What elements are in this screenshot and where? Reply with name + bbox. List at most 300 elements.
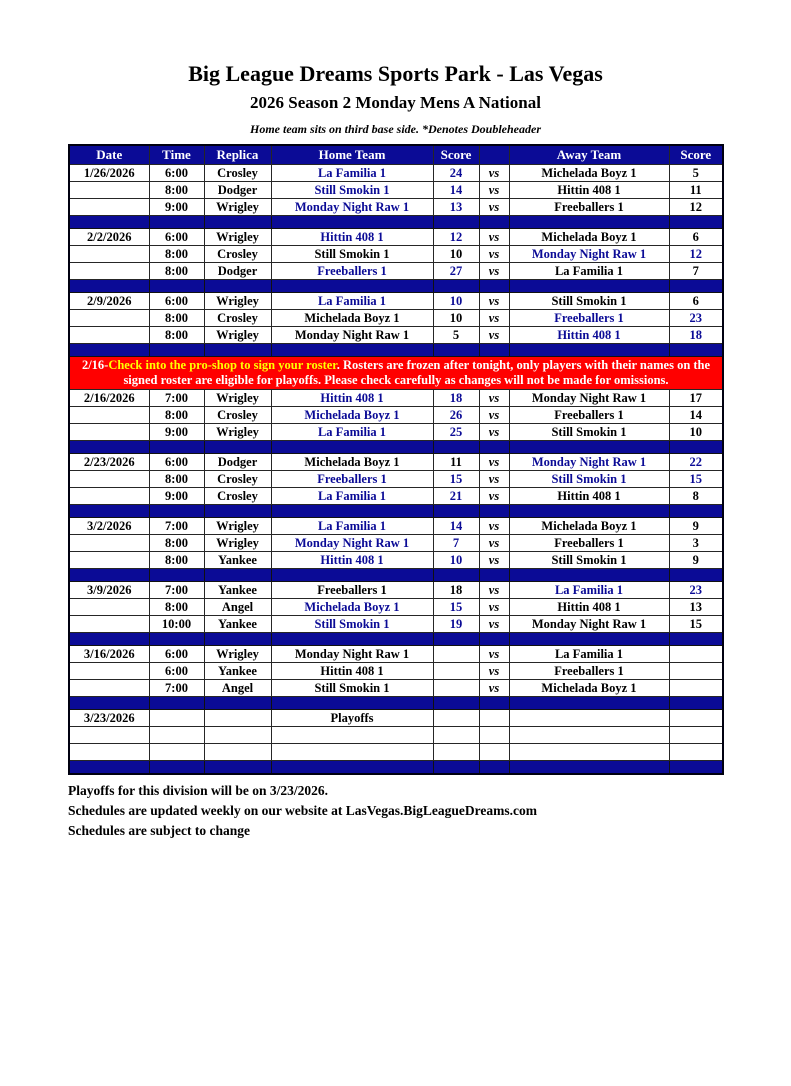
date-cell [69, 616, 149, 633]
table-row [69, 327, 723, 344]
separator-cell [433, 505, 479, 518]
separator-cell [69, 280, 149, 293]
time-cell: 6:00 [149, 646, 204, 663]
away-team-cell: Michelada Boyz 1 [509, 518, 669, 535]
date-cell [69, 680, 149, 697]
time-cell: 7:00 [149, 518, 204, 535]
separator-cell [271, 761, 433, 775]
separator-cell [69, 569, 149, 582]
vs-cell: vs [479, 599, 509, 616]
date-cell [69, 424, 149, 441]
separator-cell [69, 441, 149, 454]
table-row [69, 488, 723, 505]
replica-cell: Yankee [204, 582, 271, 599]
separator-cell [669, 505, 723, 518]
time-cell: 6:00 [149, 165, 204, 182]
separator-cell [271, 344, 433, 357]
separator-cell [509, 569, 669, 582]
schedule-table-body [69, 145, 723, 774]
separator-cell [149, 344, 204, 357]
table-row [69, 182, 723, 199]
away-team-cell: Hittin 408 1 [509, 182, 669, 199]
separator-cell [509, 280, 669, 293]
home-score-cell: 13 [433, 199, 479, 216]
blank-cell [149, 744, 204, 761]
home-score-cell: 21 [433, 488, 479, 505]
separator-cell [271, 569, 433, 582]
away-team-cell: Michelada Boyz 1 [509, 229, 669, 246]
separator-cell [433, 216, 479, 229]
separator-cell [479, 697, 509, 710]
home-team-cell: Hittin 408 1 [271, 552, 433, 569]
separator-cell [433, 569, 479, 582]
table-row [69, 552, 723, 569]
away-score-cell: 8 [669, 488, 723, 505]
away-team-cell: Monday Night Raw 1 [509, 616, 669, 633]
away-team-cell: Michelada Boyz 1 [509, 165, 669, 182]
table-row [69, 165, 723, 182]
separator-cell [204, 633, 271, 646]
home-score-cell: 10 [433, 552, 479, 569]
home-team-cell: Michelada Boyz 1 [271, 599, 433, 616]
home-team-cell: Monday Night Raw 1 [271, 646, 433, 663]
banner-date-prefix: 2/16- [81, 358, 109, 373]
separator-cell [509, 344, 669, 357]
away-team-cell: Freeballers 1 [509, 407, 669, 424]
table-header-row [69, 145, 723, 165]
blank-cell [509, 727, 669, 744]
header-vs [479, 145, 509, 165]
separator-cell [149, 761, 204, 775]
away-score-cell: 22 [669, 454, 723, 471]
separator-cell [509, 633, 669, 646]
away-score-cell: 11 [669, 182, 723, 199]
time-cell: 9:00 [149, 424, 204, 441]
away-score-cell: 15 [669, 616, 723, 633]
separator-cell [204, 505, 271, 518]
away-score-cell: 15 [669, 471, 723, 488]
away-team-cell: Still Smokin 1 [509, 552, 669, 569]
date-cell [69, 263, 149, 280]
separator-row [69, 344, 723, 357]
vs-cell: vs [479, 182, 509, 199]
away-score-cell: 17 [669, 390, 723, 407]
replica-cell: Angel [204, 599, 271, 616]
home-score-cell: 26 [433, 407, 479, 424]
away-score-cell: 12 [669, 246, 723, 263]
blank-cell [479, 727, 509, 744]
replica-cell: Crosley [204, 165, 271, 182]
replica-cell: Wrigley [204, 535, 271, 552]
table-row [69, 646, 723, 663]
away-team-cell: Still Smokin 1 [509, 424, 669, 441]
away-team-cell: Freeballers 1 [509, 199, 669, 216]
replica-cell: Yankee [204, 616, 271, 633]
time-cell: 8:00 [149, 407, 204, 424]
away-score-cell: 9 [669, 518, 723, 535]
time-cell: 10:00 [149, 616, 204, 633]
separator-cell [479, 761, 509, 775]
away-score-cell [669, 710, 723, 727]
separator-cell [433, 280, 479, 293]
vs-cell: vs [479, 646, 509, 663]
date-cell: 1/26/2026 [69, 165, 149, 182]
date-cell: 2/9/2026 [69, 293, 149, 310]
separator-cell [669, 216, 723, 229]
schedule-table [68, 144, 724, 775]
table-row [69, 471, 723, 488]
away-team-cell: Hittin 408 1 [509, 599, 669, 616]
time-cell [149, 710, 204, 727]
header-home-team: Home Team [271, 145, 433, 165]
home-team-cell: La Familia 1 [271, 293, 433, 310]
playoffs-row [69, 710, 723, 727]
separator-cell [479, 280, 509, 293]
separator-cell [433, 697, 479, 710]
playoffs-label-cell: Playoffs [271, 710, 433, 727]
blank-cell [479, 744, 509, 761]
separator-row [69, 761, 723, 775]
away-team-cell: Monday Night Raw 1 [509, 246, 669, 263]
time-cell: 8:00 [149, 471, 204, 488]
away-score-cell: 6 [669, 229, 723, 246]
separator-cell [271, 216, 433, 229]
separator-cell [271, 505, 433, 518]
table-row [69, 454, 723, 471]
replica-cell: Yankee [204, 552, 271, 569]
home-score-cell: 27 [433, 263, 479, 280]
away-team-cell: Michelada Boyz 1 [509, 680, 669, 697]
home-team-cell: La Familia 1 [271, 424, 433, 441]
vs-cell: vs [479, 199, 509, 216]
header-replica: Replica [204, 145, 271, 165]
header-home-score: Score [433, 145, 479, 165]
vs-cell: vs [479, 616, 509, 633]
home-score-cell [433, 646, 479, 663]
separator-cell [271, 441, 433, 454]
separator-cell [433, 633, 479, 646]
time-cell: 8:00 [149, 552, 204, 569]
date-cell [69, 599, 149, 616]
vs-cell: vs [479, 229, 509, 246]
separator-cell [204, 761, 271, 775]
away-team-cell: La Familia 1 [509, 582, 669, 599]
separator-cell [204, 216, 271, 229]
date-cell [69, 182, 149, 199]
separator-cell [271, 633, 433, 646]
blank-row [69, 727, 723, 744]
date-cell [69, 246, 149, 263]
vs-cell: vs [479, 165, 509, 182]
away-score-cell: 13 [669, 599, 723, 616]
separator-cell [479, 633, 509, 646]
separator-cell [479, 216, 509, 229]
away-team-cell: Freeballers 1 [509, 310, 669, 327]
time-cell: 9:00 [149, 488, 204, 505]
date-cell [69, 407, 149, 424]
table-row [69, 293, 723, 310]
away-score-cell: 6 [669, 293, 723, 310]
vs-cell: vs [479, 518, 509, 535]
separator-cell [204, 441, 271, 454]
replica-cell: Dodger [204, 182, 271, 199]
separator-cell [669, 441, 723, 454]
away-score-cell: 23 [669, 582, 723, 599]
header-away-team: Away Team [509, 145, 669, 165]
vs-cell: vs [479, 552, 509, 569]
table-row [69, 663, 723, 680]
home-score-cell: 19 [433, 616, 479, 633]
home-team-cell: Still Smokin 1 [271, 680, 433, 697]
separator-cell [433, 344, 479, 357]
away-team-cell: Freeballers 1 [509, 663, 669, 680]
separator-cell [433, 761, 479, 775]
home-team-cell: La Familia 1 [271, 488, 433, 505]
home-score-cell [433, 680, 479, 697]
home-score-cell [433, 663, 479, 680]
table-row [69, 310, 723, 327]
date-cell: 3/9/2026 [69, 582, 149, 599]
replica-cell: Wrigley [204, 646, 271, 663]
home-score-cell: 15 [433, 471, 479, 488]
separator-cell [149, 633, 204, 646]
time-cell: 8:00 [149, 535, 204, 552]
home-team-cell: La Familia 1 [271, 518, 433, 535]
away-team-cell: Hittin 408 1 [509, 488, 669, 505]
away-team-cell [509, 710, 669, 727]
page-title: Big League Dreams Sports Park - Las Vegas [188, 61, 603, 86]
replica-cell: Crosley [204, 407, 271, 424]
league-title: 2026 Season 2 Monday Mens A National [250, 93, 541, 113]
vs-cell: vs [479, 582, 509, 599]
date-cell [69, 535, 149, 552]
home-team-cell: Hittin 408 1 [271, 390, 433, 407]
separator-cell [271, 280, 433, 293]
vs-cell: vs [479, 663, 509, 680]
home-score-cell: 15 [433, 599, 479, 616]
replica-cell: Wrigley [204, 518, 271, 535]
replica-cell: Crosley [204, 310, 271, 327]
header-time: Time [149, 145, 204, 165]
away-score-cell [669, 680, 723, 697]
separator-row [69, 505, 723, 518]
separator-cell [669, 761, 723, 775]
vs-cell: vs [479, 424, 509, 441]
replica-cell: Angel [204, 680, 271, 697]
away-team-cell: La Familia 1 [509, 646, 669, 663]
separator-cell [669, 697, 723, 710]
table-row [69, 390, 723, 407]
separator-cell [479, 344, 509, 357]
table-row [69, 599, 723, 616]
away-score-cell: 12 [669, 199, 723, 216]
replica-cell: Dodger [204, 263, 271, 280]
separator-cell [149, 216, 204, 229]
table-row [69, 199, 723, 216]
time-cell: 6:00 [149, 293, 204, 310]
home-team-cell: Still Smokin 1 [271, 182, 433, 199]
blank-cell [433, 727, 479, 744]
replica-cell: Yankee [204, 663, 271, 680]
table-row [69, 680, 723, 697]
time-cell: 6:00 [149, 229, 204, 246]
separator-cell [149, 569, 204, 582]
separator-cell [669, 344, 723, 357]
home-team-cell: Freeballers 1 [271, 263, 433, 280]
separator-cell [509, 761, 669, 775]
away-team-cell: Still Smokin 1 [509, 471, 669, 488]
time-cell: 6:00 [149, 454, 204, 471]
separator-row [69, 441, 723, 454]
vs-cell: vs [479, 535, 509, 552]
separator-cell [479, 505, 509, 518]
banner-highlight: Check into the pro-shop to sign your roster [108, 358, 337, 373]
away-score-cell [669, 663, 723, 680]
replica-cell: Wrigley [204, 293, 271, 310]
separator-cell [509, 441, 669, 454]
away-team-cell: Freeballers 1 [509, 535, 669, 552]
banner-text: . Rosters are frozen after tonight, only players with their names on the signed roster are eligible for playoffs. Please check carefully as changes will not be made for omissions. [123, 358, 711, 388]
roster-banner-cell [69, 357, 723, 390]
date-cell [69, 327, 149, 344]
home-team-cell: Freeballers 1 [271, 471, 433, 488]
date-cell: 2/2/2026 [69, 229, 149, 246]
blank-cell [204, 744, 271, 761]
table-row [69, 535, 723, 552]
separator-cell [509, 216, 669, 229]
separator-cell [149, 280, 204, 293]
home-team-cell: Still Smokin 1 [271, 616, 433, 633]
footer-website-note: Schedules are updated weekly on our website at LasVegas.BigLeagueDreams.com [68, 803, 538, 819]
date-cell [69, 471, 149, 488]
away-team-cell: La Familia 1 [509, 263, 669, 280]
vs-cell: vs [479, 293, 509, 310]
separator-cell [509, 505, 669, 518]
home-score-cell: 5 [433, 327, 479, 344]
replica-cell: Crosley [204, 246, 271, 263]
home-score-cell: 10 [433, 310, 479, 327]
separator-cell [149, 505, 204, 518]
footer-subject-note: Schedules are subject to change [68, 823, 250, 839]
separator-row [69, 633, 723, 646]
away-score-cell: 3 [669, 535, 723, 552]
home-team-cell: Michelada Boyz 1 [271, 407, 433, 424]
separator-cell [669, 569, 723, 582]
time-cell: 9:00 [149, 199, 204, 216]
blank-cell [149, 727, 204, 744]
date-cell: 3/2/2026 [69, 518, 149, 535]
date-cell [69, 199, 149, 216]
separator-cell [204, 280, 271, 293]
separator-cell [669, 633, 723, 646]
separator-cell [69, 505, 149, 518]
replica-cell: Wrigley [204, 199, 271, 216]
time-cell: 8:00 [149, 246, 204, 263]
time-cell: 8:00 [149, 263, 204, 280]
replica-cell: Dodger [204, 454, 271, 471]
time-cell: 7:00 [149, 390, 204, 407]
replica-cell: Crosley [204, 471, 271, 488]
date-cell [69, 310, 149, 327]
home-score-cell: 18 [433, 390, 479, 407]
separator-row [69, 697, 723, 710]
away-team-cell: Still Smokin 1 [509, 293, 669, 310]
time-cell: 8:00 [149, 310, 204, 327]
footer-playoffs-note: Playoffs for this division will be on 3/23/2026. [68, 783, 329, 799]
banner-row [69, 357, 723, 390]
date-cell [69, 663, 149, 680]
separator-cell [479, 569, 509, 582]
replica-cell: Wrigley [204, 424, 271, 441]
time-cell: 8:00 [149, 182, 204, 199]
time-cell: 8:00 [149, 327, 204, 344]
separator-row [69, 280, 723, 293]
away-team-cell: Hittin 408 1 [509, 327, 669, 344]
vs-cell: vs [479, 454, 509, 471]
separator-cell [149, 441, 204, 454]
home-score-cell: 18 [433, 582, 479, 599]
blank-cell [69, 727, 149, 744]
blank-cell [204, 727, 271, 744]
blank-cell [669, 727, 723, 744]
home-score-cell: 11 [433, 454, 479, 471]
vs-cell: vs [479, 680, 509, 697]
table-row [69, 616, 723, 633]
separator-cell [149, 697, 204, 710]
replica-cell [204, 710, 271, 727]
table-row [69, 424, 723, 441]
separator-cell [204, 697, 271, 710]
time-cell: 7:00 [149, 680, 204, 697]
separator-row [69, 569, 723, 582]
header-date: Date [69, 145, 149, 165]
home-score-cell: 10 [433, 293, 479, 310]
table-row [69, 407, 723, 424]
home-score-cell: 7 [433, 535, 479, 552]
blank-cell [271, 744, 433, 761]
blank-cell [433, 744, 479, 761]
blank-row [69, 744, 723, 761]
date-cell: 3/23/2026 [69, 710, 149, 727]
date-cell [69, 488, 149, 505]
date-cell [69, 552, 149, 569]
home-score-cell: 25 [433, 424, 479, 441]
away-score-cell [669, 646, 723, 663]
separator-cell [204, 569, 271, 582]
blank-cell [669, 744, 723, 761]
away-score-cell: 10 [669, 424, 723, 441]
separator-cell [669, 280, 723, 293]
home-team-cell: Hittin 408 1 [271, 229, 433, 246]
header-away-score: Score [669, 145, 723, 165]
separator-cell [204, 344, 271, 357]
date-cell: 3/16/2026 [69, 646, 149, 663]
home-team-cell: Michelada Boyz 1 [271, 454, 433, 471]
vs-cell: vs [479, 327, 509, 344]
home-score-cell: 10 [433, 246, 479, 263]
vs-cell: vs [479, 310, 509, 327]
date-cell: 2/16/2026 [69, 390, 149, 407]
away-score-cell: 7 [669, 263, 723, 280]
away-team-cell: Monday Night Raw 1 [509, 454, 669, 471]
vs-cell: vs [479, 263, 509, 280]
home-score-cell: 14 [433, 182, 479, 199]
vs-cell: vs [479, 390, 509, 407]
home-score-cell [433, 710, 479, 727]
table-row [69, 582, 723, 599]
home-team-note: Home team sits on third base side. *Denotes Doubleheader [250, 122, 541, 137]
table-row [69, 229, 723, 246]
